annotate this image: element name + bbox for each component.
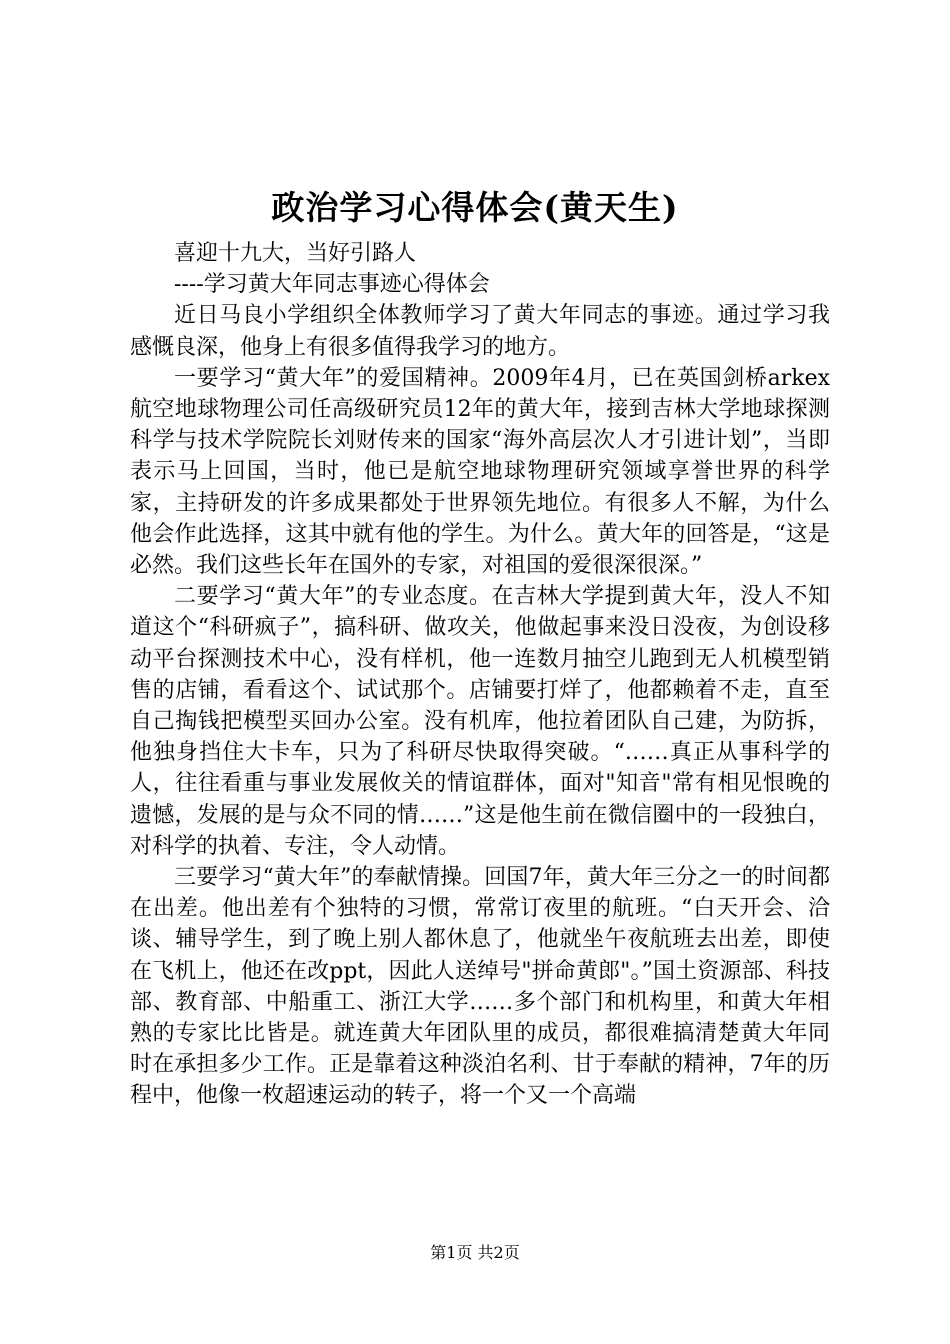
paragraph-professionalism: 二要学习“黄大年”的专业态度。在吉林大学提到黄大年，没人不知道这个“科研疯子”，搞科研、做攻关，他做起事来没日没夜，为创设移动平台探测技术中心，没有样机，他一连数月抽空儿跑到无人机模型销售的店铺，看看这个、试试那个。店铺要打烊了，他都赖着不走，直至自己掏钱把模型买回办公室。没有机库，他拉着团队自己建，为防拆，他独身挡住大卡车，只为了科研尽快取得突破。“……真正从事科学的人，往往看重与事业发展攸关的情谊群体，面对"知音"常有相见恨晚的遗憾，发展的是与众不同的情……”这是他生前在微信圈中的一段独白，对科学的执着、专注，令人动情。 (130, 584, 830, 859)
subtitle-line-2: ----学习黄大年同志事迹心得体会 (174, 272, 490, 298)
document-title: 政治学习心得体会(黄天生) (271, 188, 679, 227)
paragraph-patriotism: 一要学习“黄大年”的爱国精神。2009年4月，已在英国剑桥arkex航空地球物理公司任高级研究员12年的黄大年，接到吉林大学地球探测科学与技术学院院长刘财传来的国家“海外高层次人才引进计划”，当即表示马上回国，当时，他已是航空地球物理研究领域享誉世界的科学家，主持研发的许多成果都处于世界领先地位。有很多人不解，为什么他会作此选择，这其中就有他的学生。为什么。黄大年的回答是，“这是必然。我们这些长年在国外的专家，对祖国的爱很深很深。” (130, 365, 830, 579)
page-number-footer: 第1页 共2页 (430, 1243, 520, 1262)
document-body (130, 238, 830, 1112)
paragraph-dedication: 三要学习“黄大年”的奉献情操。回国7年，黄大年三分之一的时间都在出差。他出差有个独特的习惯，常常订夜里的航班。“白天开会、洽谈、辅导学生，到了晚上别人都休息了，他就坐午夜航班去出差，即使在飞机上，他还在改ppt，因此人送绰号"拼命黄郎"。”国土资源部、科技部、教育部、中船重工、浙江大学……多个部门和机构里，和黄大年相熟的专家比比皆是。就连黄大年团队里的成员，都很难搞清楚黄大年同时在承担多少工作。正是靠着这种淡泊名利、甘于奉献的精神，7年的历程中，他像一枚超速运动的转子，将一个又一个高端 (130, 865, 830, 1109)
paragraph-intro: 近日马良小学组织全体教师学习了黄大年同志的事迹。通过学习我感慨良深，他身上有很多值得我学习的地方。 (130, 303, 830, 360)
subtitle-line-1: 喜迎十九大，当好引路人 (174, 241, 417, 266)
